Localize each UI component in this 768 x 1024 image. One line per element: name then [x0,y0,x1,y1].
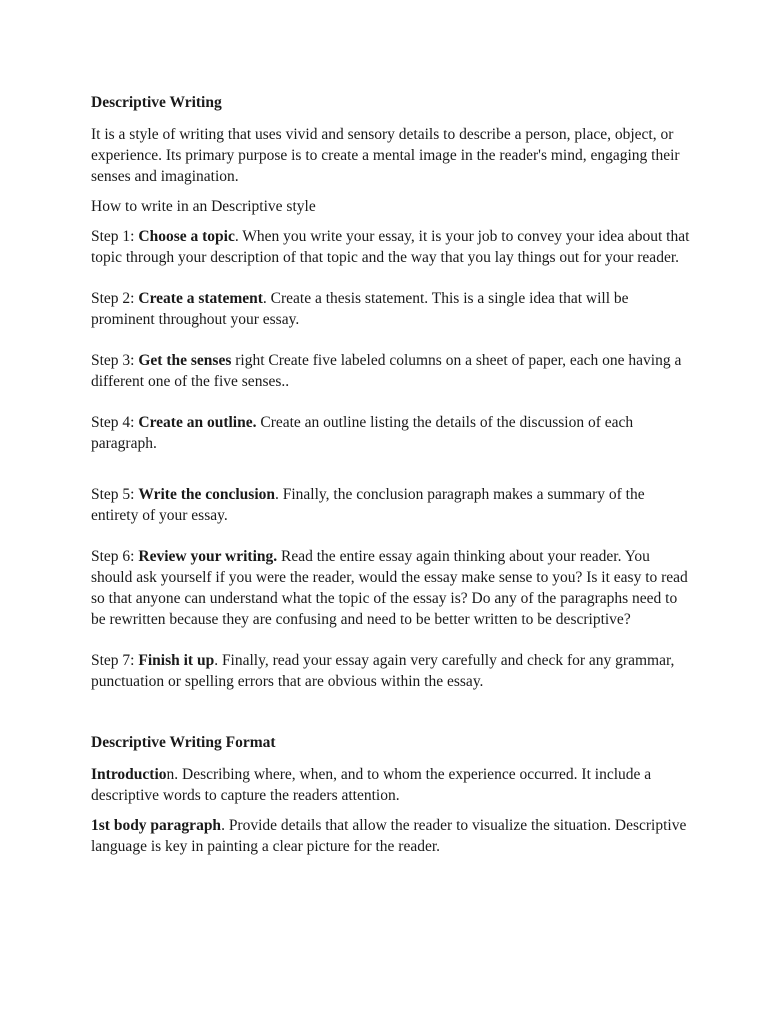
step-keyword: Choose a topic [138,228,235,245]
step-prefix: Step 3: [91,352,139,369]
step-text: right Create five labeled columns on a sheet of paper, each one having a different one of the five senses.. [91,352,682,390]
format-keyword: 1st body paragraph [91,817,222,834]
step-text: Read the entire essay again thinking about your reader. You should ask yourself if you were the reader, would the essay make sense to you? Is it easy to read so that anyone can understand what the topic of the essay is? Do any of the paragraphs need to be rewritten because they are confusing and need to be better written to be descriptive? [91,548,688,628]
step-1 [91,226,691,268]
step-text: Create an outline listing the details of the discussion of each paragraph. [91,414,634,452]
format-introduction [91,764,691,806]
step-text: . Finally, read your essay again very carefully and check for any grammar, punctuation or spelling errors that are obvious within the essay. [91,652,675,690]
document-title: Descriptive Writing [91,94,222,111]
document-page [91,92,691,866]
step-5 [91,484,691,526]
step-prefix: Step 7: [91,652,139,669]
step-keyword: Finish it up [138,652,215,669]
format-title: Descriptive Writing Format [91,734,276,751]
format-body-paragraph-1 [91,815,691,857]
step-2 [91,288,691,330]
step-keyword: Create a statement [138,290,263,307]
step-text: . When you write your essay, it is your job to convey your idea about that topic through your description of that topic and the way that you lay things out for your reader. [91,228,690,266]
step-keyword: Review your writing. [138,548,278,565]
step-prefix: Step 4: [91,414,139,431]
step-text: . Create a thesis statement. This is a single idea that will be prominent throughout your essay. [91,290,629,328]
step-6 [91,546,691,630]
step-text: . Finally, the conclusion paragraph makes a summary of the entirety of your essay. [91,486,645,524]
step-prefix: Step 5: [91,486,139,503]
step-keyword: Write the conclusion [138,486,275,503]
intro-paragraph: It is a style of writing that uses vivid and sensory details to describe a person, place, object, or experience. Its primary purpose is to create a mental image in the reader's mind, engaging their senses and imagination. [91,126,680,185]
step-prefix: Step 6: [91,548,139,565]
format-text: n. Describing where, when, and to whom the experience occurred. It include a descriptive words to capture the readers attention. [91,766,652,804]
how-to-line: How to write in an Descriptive style [91,198,316,215]
step-prefix: Step 2: [91,290,139,307]
format-text: . Provide details that allow the reader to visualize the situation. Descriptive language is key in painting a clear picture for the reader. [91,817,687,855]
step-keyword: Create an outline. [138,414,257,431]
format-keyword: Introductio [91,766,167,783]
step-7 [91,650,691,692]
step-4 [91,412,691,454]
step-keyword: Get the senses [138,352,232,369]
step-3 [91,350,691,392]
step-prefix: Step 1: [91,228,139,245]
